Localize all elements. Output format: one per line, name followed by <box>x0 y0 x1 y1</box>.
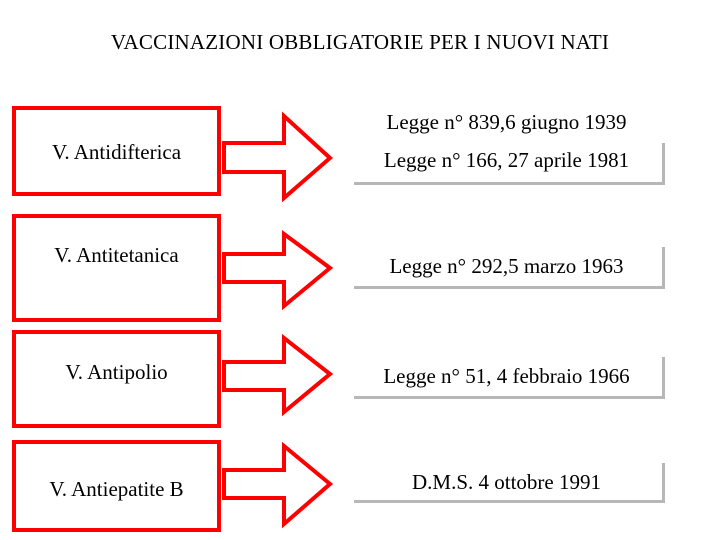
page-title: VACCINAZIONI OBBLIGATORIE PER I NUOVI NATI <box>110 30 610 54</box>
law-box-antitetanica <box>351 244 662 286</box>
law-box-antidifterica <box>351 140 662 182</box>
arrow-right-icon <box>222 330 334 426</box>
vaccine-label: V. Antitetanica <box>54 242 179 267</box>
vaccine-box-antiepatite-b <box>12 440 221 532</box>
law-text-2: Legge n° 166, 27 aprile 1981 <box>383 148 630 172</box>
arrow-right-icon <box>222 106 334 202</box>
law-text: D.M.S. 4 ottobre 1991 <box>412 470 601 494</box>
law-box-antipolio <box>351 354 662 396</box>
vaccine-box-antipolio <box>12 330 221 428</box>
law-text: Legge n° 292,5 marzo 1963 <box>389 254 624 278</box>
vaccine-label: V. Antipolio <box>65 359 168 384</box>
vaccine-label: V. Antiepatite B <box>49 476 184 501</box>
law-text-1: Legge n° 839,6 giugno 1939 <box>386 110 627 134</box>
vaccine-box-antitetanica <box>12 214 221 322</box>
arrow-right-icon <box>222 440 334 536</box>
arrow-right-icon <box>222 224 334 320</box>
vaccine-label: V. Antidifterica <box>51 139 182 164</box>
law-box-antiepatite-b <box>351 460 662 500</box>
vaccine-box-antidifterica <box>12 106 221 196</box>
law-text: Legge n° 51, 4 febbraio 1966 <box>383 364 630 388</box>
